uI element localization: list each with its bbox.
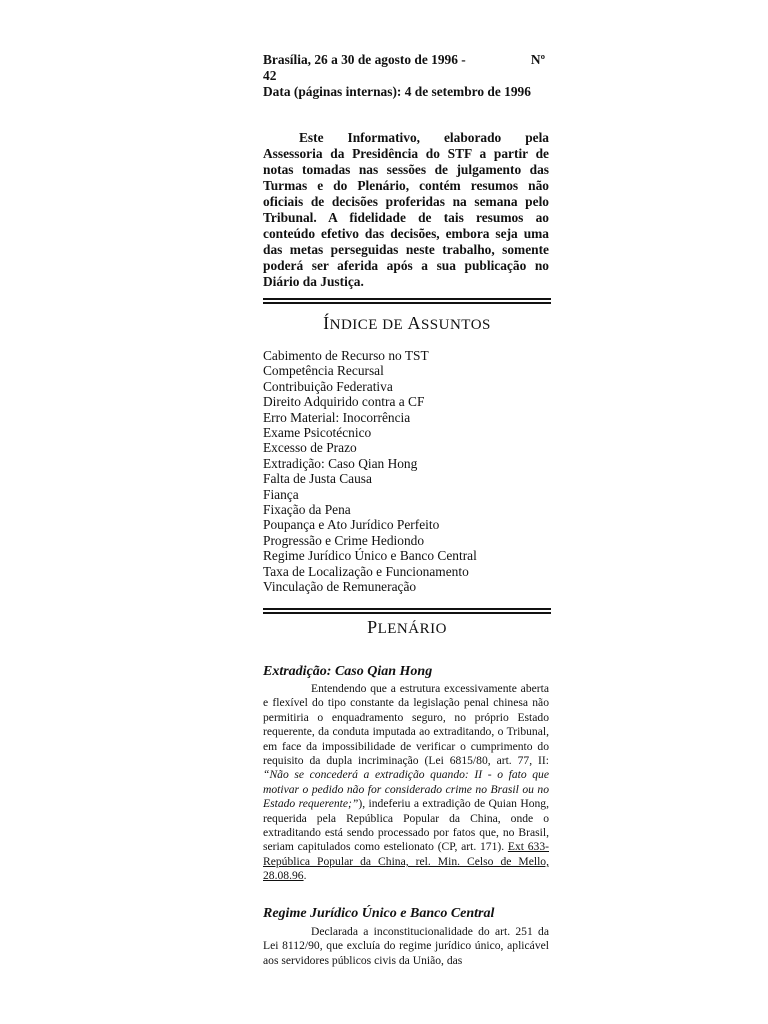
index-item: Excesso de Prazo [263, 440, 357, 456]
index-item: Exame Psicotécnico [263, 425, 372, 441]
index-item: Erro Material: Inocorrência [263, 409, 411, 425]
index-item: Contribuição Federativa [263, 378, 393, 394]
index-item: Regime Jurídico Único e Banco Central [263, 548, 477, 564]
case-quote: “Não se concederá a extradição quando: II - o fato que motivar o pedido não for considerado crime no Brasil ou no Estado requerente;” [263, 768, 549, 811]
plenario-title: PLENÁRIO [367, 617, 447, 637]
index-item: Fiança [263, 486, 299, 502]
index-item: Cabimento de Recurso no TST [263, 348, 429, 363]
section-divider [263, 608, 551, 614]
intro-paragraph: Este Informativo, elaborado pela Assessoria da Presidência do STF a partir de notas tomadas nas sessões de julgamento das Turmas e do Plenário, contém resumos não oficiais de decisões proferidas na semana pelo Tribunal. A fidelidade de tais resumos ao conteúdo efetivo das decisões, embora seja uma das metas perseguidas neste trabalho, somente poderá ser aferida após a sua publicação no Diário da Justiça. [263, 130, 549, 289]
index-title: ÍNDICE DE ASSUNTOS [323, 313, 491, 333]
index-item: Poupança e Ato Jurídico Perfeito [263, 517, 440, 533]
index-item: Taxa de Localização e Funcionamento [263, 563, 469, 579]
index-item: Direito Adquirido contra a CF [263, 394, 425, 410]
index-item: Competência Recursal [263, 363, 384, 379]
bulletin-header [263, 52, 549, 100]
section-divider [263, 298, 551, 304]
header-date: Brasília, 26 a 30 de agosto de 1996 - [263, 52, 466, 67]
header-number-label: Nº [530, 52, 545, 67]
case-title: Regime Jurídico Único e Banco Central [263, 906, 495, 921]
index-item: Progressão e Crime Hediondo [263, 532, 425, 548]
index-item: Falta de Justa Causa [263, 471, 372, 487]
index-list [263, 348, 549, 595]
index-item: Vinculação de Remuneração [263, 579, 417, 595]
header-pub-date: Data (páginas internas): 4 de setembro de 1996 [263, 84, 531, 99]
case-body: Entendendo que a estrutura excessivamente aberta e flexível do tipo constante da legislação penal chinesa não permitiria o enquadramento seguro, no próprio Estado requerente, da conduta imputada ao extraditando, o Tribunal, em face da impossibilidade de verificar o cumprimento do requisito da dupla incriminação (Lei 6815/80, art. 77, II: “Não se concederá a extradição quando: II - o fato que motivar o pedido não for considerado crime no Brasil ou no Estado requerente;”), indeferiu a extradição de Quian Hong, requerida pela República Popular da China, onde o extraditando está sendo processado por fatos que, no Brasil, seriam capitulados como estelionato (CP, art. 171). Ext 633-República Popular da China, rel. Min. Celso de Mello, 28.08.96. [263, 682, 550, 883]
header-number: 42 [263, 68, 277, 83]
header-date-line [263, 52, 549, 68]
index-item: Extradição: Caso Qian Hong [263, 455, 418, 471]
case-body: Declarada a inconstitucionalidade do art. 251 da Lei 8112/90, que excluía do regime jurídico único, aplicável aos servidores públicos civis da União, das [263, 925, 549, 967]
case-citation: Ext 633-República Popular da China, rel. Min. Celso de Mello, 28.08.96 [263, 840, 550, 883]
index-item: Fixação da Pena [263, 502, 351, 518]
case-title: Extradição: Caso Qian Hong [263, 664, 433, 679]
